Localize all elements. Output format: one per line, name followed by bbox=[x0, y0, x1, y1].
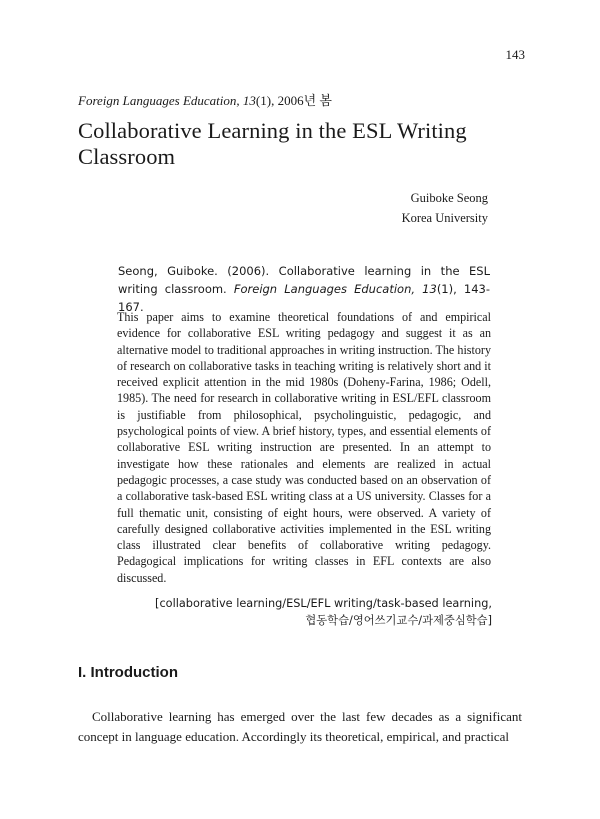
journal-header bbox=[78, 90, 332, 109]
page-number: 143 bbox=[505, 47, 525, 62]
body-paragraph bbox=[78, 707, 522, 747]
paper-title: Collaborative Learning in the ESL Writing Classroom bbox=[78, 118, 467, 169]
keywords-line-1: [collaborative learning/ESL/EFL writing/task-based learning, bbox=[155, 597, 492, 610]
section-heading: I. Introduction bbox=[78, 664, 178, 681]
author-block bbox=[402, 188, 488, 228]
author-affiliation: Korea University bbox=[401, 211, 488, 225]
citation-suffix: (1), 143-167. bbox=[118, 282, 490, 314]
abstract: This paper aims to examine theoretical foundations of and empirical evidence for collaborative ESL writing pedagogy and suggest it as an alternative model to traditional approaches in writing instruction. The history of research on collaborative tasks in teaching writing is relatively short and it received explicit attention in the mid 1980s (Doheny-Farina, 1986; Odell, 1985). The need for research in collaborative writing in ESL/EFL classroom is justifiable from philosophical, psycholinguistic, pedagogic, and psychological points of view. A brief history, types, and essential elements of collaborative ESL writing instruction are presented. In an attempt to investigate how these rationales and elements are realized in actual pedagogic processes, a case study was conducted based on an observation of a collaborative task-based ESL writing class at a US university. Classes for a full thematic unit, consisting of eight hours, were observed. A variety of carefully designed collaborative activities implemented in the ESL writing class illustrated clear benefits of collaborative writing pedagogy. Pedagogical implications for writing classes in EFL contexts are also discussed. bbox=[117, 310, 491, 585]
body-paragraph-text: Collaborative learning has emerged over the last few decades as a significant concept in language education. Accordingly its theoretical, empirical, and practical bbox=[78, 709, 522, 744]
citation-journal: Foreign Languages Education, bbox=[233, 282, 416, 296]
keywords-line-2: 협동학습/영어쓰기교수/과제중심학습] bbox=[305, 614, 492, 627]
author-name: Guiboke Seong bbox=[410, 191, 488, 205]
keywords bbox=[155, 595, 492, 629]
journal-volume: 13 bbox=[242, 93, 256, 108]
journal-issue-year: (1), 2006년 봄 bbox=[255, 93, 332, 108]
journal-name: Foreign Languages Education, bbox=[78, 93, 240, 108]
citation-prefix: Seong, Guiboke. (2006). Collaborative learning in the ESL writing classroom. bbox=[118, 264, 490, 296]
citation-volume: 13 bbox=[422, 282, 437, 296]
citation bbox=[118, 262, 490, 316]
